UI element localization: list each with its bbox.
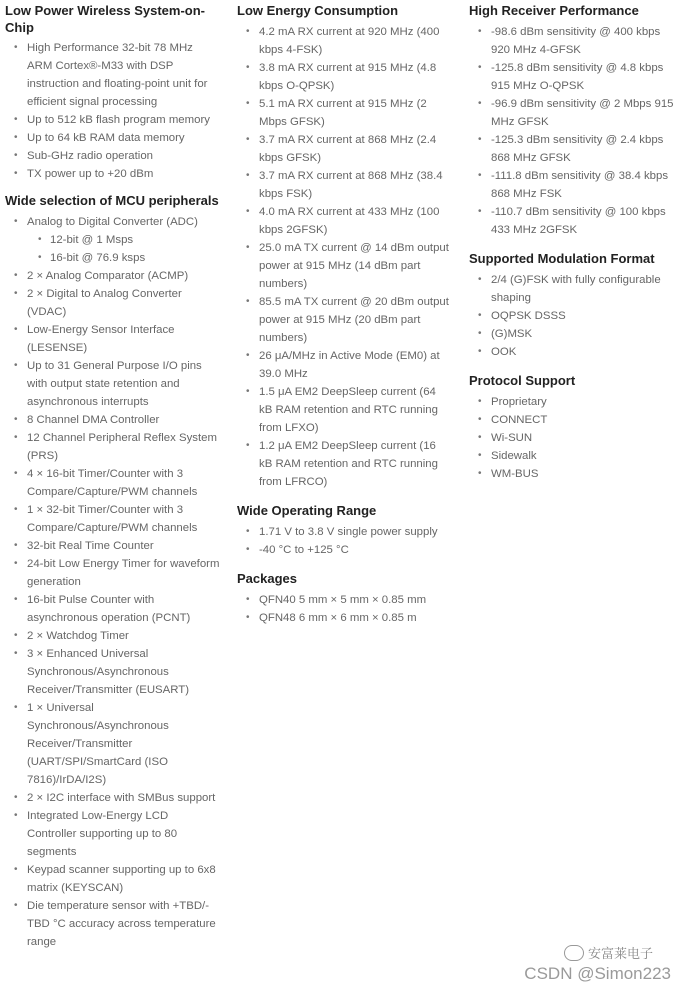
list-item: • 26 μA/MHz in Active Mode (EM0) at 39.0 MHz [237, 347, 452, 383]
section-title: Low Energy Consumption [237, 3, 399, 18]
feature-list [5, 213, 220, 951]
list-item: • 1 × 32-bit Timer/Counter with 3 Compare/Capture/PWM channels [5, 501, 220, 537]
list-item: • 12 Channel Peripheral Reflex System (PRS) [5, 429, 220, 465]
list-item: • 85.5 mA TX current @ 20 dBm output power at 915 MHz (20 dBm part numbers) [237, 293, 452, 347]
list-item: • Sidewalk [469, 447, 677, 465]
list-item: • -125.8 dBm sensitivity @ 4.8 kbps 915 MHz O-QPSK [469, 59, 677, 95]
list-item: • QFN40 5 mm × 5 mm × 0.85 mm [237, 591, 452, 609]
list-item: • 2/4 (G)FSK with fully configurable shaping [469, 271, 677, 307]
list-item: • 25.0 mA TX current @ 14 dBm output power at 915 MHz (14 dBm part numbers) [237, 239, 452, 293]
feature-list [469, 23, 677, 239]
list-item: • 12-bit @ 1 Msps [5, 231, 220, 249]
list-item: • 4.2 mA RX current at 920 MHz (400 kbps 4-FSK) [237, 23, 452, 59]
list-item: • Wi-SUN [469, 429, 677, 447]
list-item: • 3.7 mA RX current at 868 MHz (2.4 kbps GFSK) [237, 131, 452, 167]
list-item: • 1.71 V to 3.8 V single power supply [237, 523, 452, 541]
wechat-icon [564, 945, 584, 961]
feature-list [469, 393, 677, 483]
feature-list [469, 271, 677, 361]
list-item: • -98.6 dBm sensitivity @ 400 kbps 920 MHz 4-GFSK [469, 23, 677, 59]
list-item: • Proprietary [469, 393, 677, 411]
list-item: • 24-bit Low Energy Timer for waveform generation [5, 555, 220, 591]
list-item: • Sub-GHz radio operation [5, 147, 220, 165]
list-item: • Keypad scanner supporting up to 6x8 matrix (KEYSCAN) [5, 861, 220, 897]
list-item: • 2 × I2C interface with SMBus support [5, 789, 220, 807]
list-item: • Up to 512 kB flash program memory [5, 111, 220, 129]
column-3 [469, 0, 677, 483]
section-title: Wide Operating Range [237, 503, 377, 518]
list-item: • Integrated Low-Energy LCD Controller supporting up to 80 segments [5, 807, 220, 861]
list-item: • WM-BUS [469, 465, 677, 483]
column-1 [5, 0, 220, 951]
watermark-footer: CSDN @Simon223 [524, 964, 671, 983]
list-item: • Analog to Digital Converter (ADC) [5, 213, 220, 231]
section-title: Low Power Wireless System-on-Chip [5, 3, 205, 35]
list-item: • 4 × 16-bit Timer/Counter with 3 Compare/Capture/PWM channels [5, 465, 220, 501]
list-item: • (G)MSK [469, 325, 677, 343]
section-title: Wide selection of MCU peripherals [5, 193, 219, 208]
list-item: • 5.1 mA RX current at 915 MHz (2 Mbps GFSK) [237, 95, 452, 131]
list-item: • OQPSK DSSS [469, 307, 677, 325]
list-item: • High Performance 32-bit 78 MHz ARM Cortex®-M33 with DSP instruction and floating-point unit for efficient signal processing [5, 39, 220, 111]
list-item: • -125.3 dBm sensitivity @ 2.4 kbps 868 MHz GFSK [469, 131, 677, 167]
list-item: • -110.7 dBm sensitivity @ 100 kbps 433 MHz 2GFSK [469, 203, 677, 239]
list-item: • Die temperature sensor with +TBD/-TBD °C accuracy across temperature range [5, 897, 220, 951]
section-title: Supported Modulation Format [469, 251, 655, 266]
list-item: • 3.8 mA RX current at 915 MHz (4.8 kbps O-QPSK) [237, 59, 452, 95]
feature-list [237, 523, 452, 559]
list-item: • -96.9 dBm sensitivity @ 2 Mbps 915 MHz GFSK [469, 95, 677, 131]
column-2 [237, 0, 452, 627]
list-item: • 16-bit @ 76.9 ksps [5, 249, 220, 267]
list-item: • 4.0 mA RX current at 433 MHz (100 kbps 2GFSK) [237, 203, 452, 239]
section-title: Protocol Support [469, 373, 576, 388]
list-item: • 3 × Enhanced Universal Synchronous/Asynchronous Receiver/Transmitter (EUSART) [5, 645, 220, 699]
list-item: • OOK [469, 343, 677, 361]
feature-list [237, 591, 452, 627]
list-item: • TX power up to +20 dBm [5, 165, 220, 183]
list-item: • 1.2 μA EM2 DeepSleep current (16 kB RAM retention and RTC running from LFRCO) [237, 437, 452, 491]
list-item: • 2 × Watchdog Timer [5, 627, 220, 645]
list-item: • -40 °C to +125 °C [237, 541, 452, 559]
list-item: • 1 × Universal Synchronous/Asynchronous Receiver/Transmitter (UART/SPI/SmartCard (ISO 7816)/IrDA/I2S) [5, 699, 220, 789]
section-title: High Receiver Performance [469, 3, 639, 18]
watermark-account-name: 安富莱电子 [587, 946, 653, 961]
list-item: • CONNECT [469, 411, 677, 429]
list-item: • 8 Channel DMA Controller [5, 411, 220, 429]
list-item: • 3.7 mA RX current at 868 MHz (38.4 kbps FSK) [237, 167, 452, 203]
list-item: • -111.8 dBm sensitivity @ 38.4 kbps 868 MHz FSK [469, 167, 677, 203]
list-item: • 1.5 μA EM2 DeepSleep current (64 kB RAM retention and RTC running from LFXO) [237, 383, 452, 437]
list-item: • QFN48 6 mm × 6 mm × 0.85 m [237, 609, 452, 627]
list-item: • Low-Energy Sensor Interface (LESENSE) [5, 321, 220, 357]
list-item: • 2 × Digital to Analog Converter (VDAC) [5, 285, 220, 321]
feature-list [5, 39, 220, 183]
list-item: • 16-bit Pulse Counter with asynchronous operation (PCNT) [5, 591, 220, 627]
watermark-account [564, 943, 653, 962]
feature-list [237, 23, 452, 491]
list-item: • Up to 31 General Purpose I/O pins with output state retention and asynchronous interrupts [5, 357, 220, 411]
list-item: • Up to 64 kB RAM data memory [5, 129, 220, 147]
list-item: • 32-bit Real Time Counter [5, 537, 220, 555]
list-item: • 2 × Analog Comparator (ACMP) [5, 267, 220, 285]
section-title: Packages [237, 571, 297, 586]
